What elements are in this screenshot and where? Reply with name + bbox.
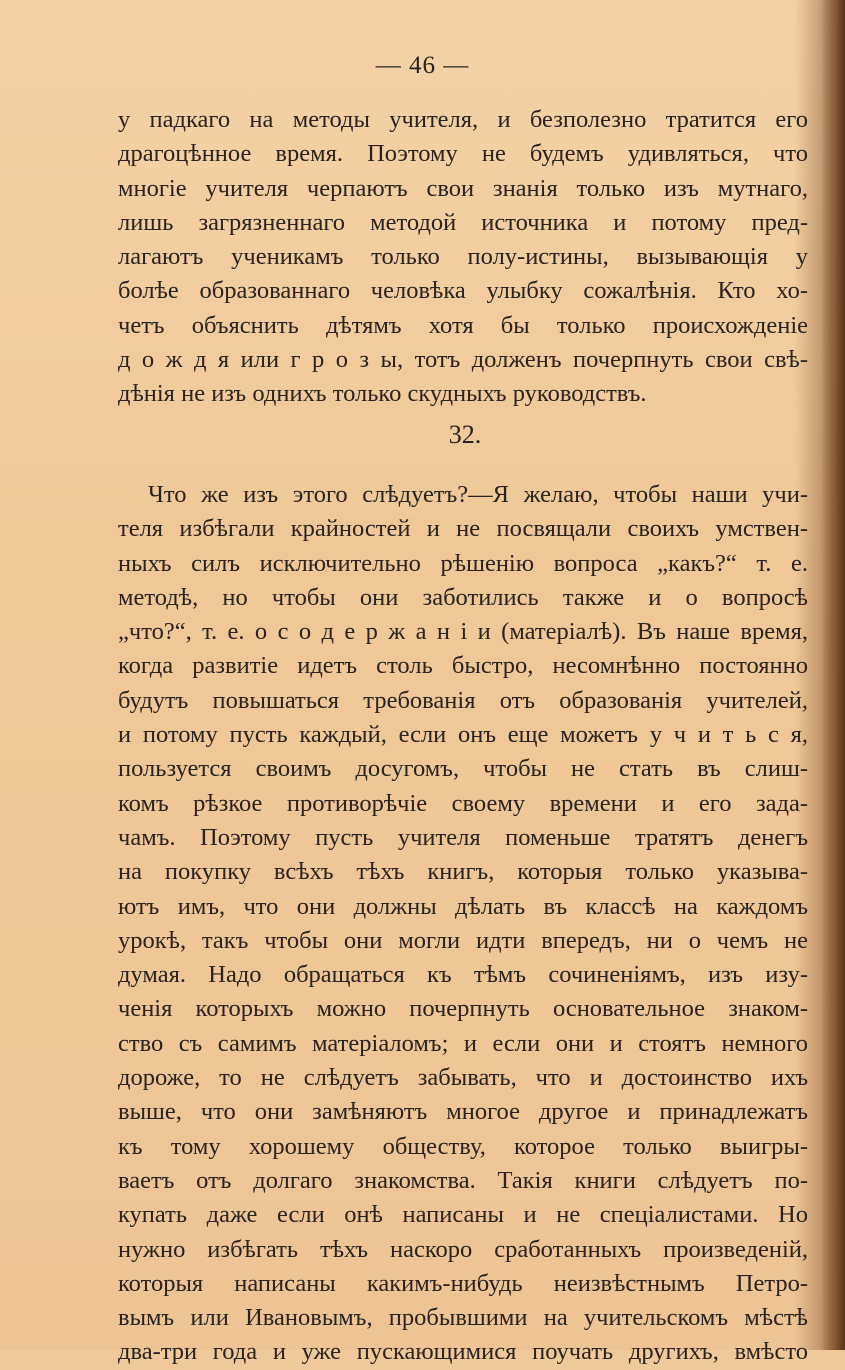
text-line: многіе учителя черпаютъ свои знанія только изъ мутнаго, [118, 174, 808, 202]
page-edge-shadow [821, 0, 845, 1350]
text-line: думая. Надо обращаться къ тѣмъ сочиненіямъ, изъ изу- [118, 961, 808, 989]
text-line: будутъ повышаться требованія отъ образованія учителей, [118, 686, 808, 714]
page-number: — 46 — [375, 52, 470, 79]
text-line: нужно избѣгать тѣхъ наскоро сработанныхъ произведеній, [118, 1235, 808, 1263]
text-line: ство съ самимъ матеріаломъ; и если они и стоятъ немного [118, 1029, 808, 1057]
text-line: четъ объяснить дѣтямъ хотя бы только происхожденіе [118, 311, 808, 339]
text-line: два-три года и уже пускающимися поучать другихъ, вмѣсто [118, 1338, 808, 1366]
text-line: ваетъ отъ долгаго знакомства. Такія книги слѣдуетъ по- [118, 1166, 808, 1194]
text-line: драгоцѣнное время. Поэтому не будемъ удивляться, что [118, 140, 808, 168]
text-line: купать даже если онѣ написаны и не спеціалистами. Но [118, 1201, 808, 1229]
text-line: выше, что они замѣняютъ многое другое и принадлежатъ [118, 1098, 808, 1126]
text-line: дороже, то не слѣдуетъ забывать, что и достоинство ихъ [118, 1064, 808, 1092]
paragraph-2 [118, 478, 808, 1370]
text-line: Что же изъ этого слѣдуетъ?—Я желаю, чтобы наши учи- [148, 481, 808, 508]
text-line: ченія которыхъ можно почерпнуть основательное знаком- [118, 995, 808, 1023]
section-number: 32. [448, 420, 482, 449]
text-line: къ тому хорошему обществу, которое только выигры- [118, 1132, 808, 1160]
text-line: ныхъ силъ исключительно рѣшенію вопроса „какъ?“ т. е. [118, 549, 808, 577]
text-line: урокѣ, такъ чтобы они могли идти впередъ, ни о чемъ не [118, 926, 808, 954]
text-line: комъ рѣзкое противорѣчіе своему времени и его зада- [118, 789, 808, 817]
text-line: д о ж д я или г р о з ы, тотъ долженъ почерпнуть свои свѣ- [118, 346, 808, 374]
text-line: теля избѣгали крайностей и не посвящали своихъ умствен- [118, 515, 808, 543]
paragraph-1 [118, 103, 808, 412]
text-line: лишь загрязненнаго методой источника и потому пред- [118, 208, 808, 236]
text-line: дѣнія не изъ однихъ только скудныхъ руководствъ. [118, 380, 647, 408]
text-line: „что?“, т. е. о с о д е р ж а н і и (матеріалѣ). Въ наше время, [118, 618, 808, 646]
text-line: болѣе образованнаго человѣка улыбку сожалѣнія. Кто хо- [118, 277, 808, 305]
text-line: которыя написаны какимъ-нибудь неизвѣстнымъ Петро- [118, 1269, 808, 1297]
text-line: чамъ. Поэтому пусть учителя поменьше тратятъ денегъ [118, 823, 808, 851]
text-line: пользуется своимъ досугомъ, чтобы не стать въ слиш- [118, 755, 808, 783]
text-line: вымъ или Ивановымъ, пробывшими на учительскомъ мѣстѣ [118, 1304, 808, 1332]
text-line: и потому пусть каждый, если онъ еще можетъ у ч и т ь с я, [118, 721, 808, 749]
text-line: лагаютъ ученикамъ только полу-истины, вызывающія у [118, 243, 808, 271]
text-line: методѣ, но чтобы они заботились также и о вопросѣ [118, 583, 808, 611]
text-line: на покупку всѣхъ тѣхъ книгъ, которыя только указыва- [118, 858, 808, 886]
text-line: у падкаго на методы учителя, и безполезно тратится его [118, 106, 808, 133]
text-line: когда развитіе идетъ столь быстро, несомнѣнно постоянно [118, 652, 808, 680]
text-line: ютъ имъ, что они должны дѣлать въ классѣ на каждомъ [118, 892, 808, 920]
